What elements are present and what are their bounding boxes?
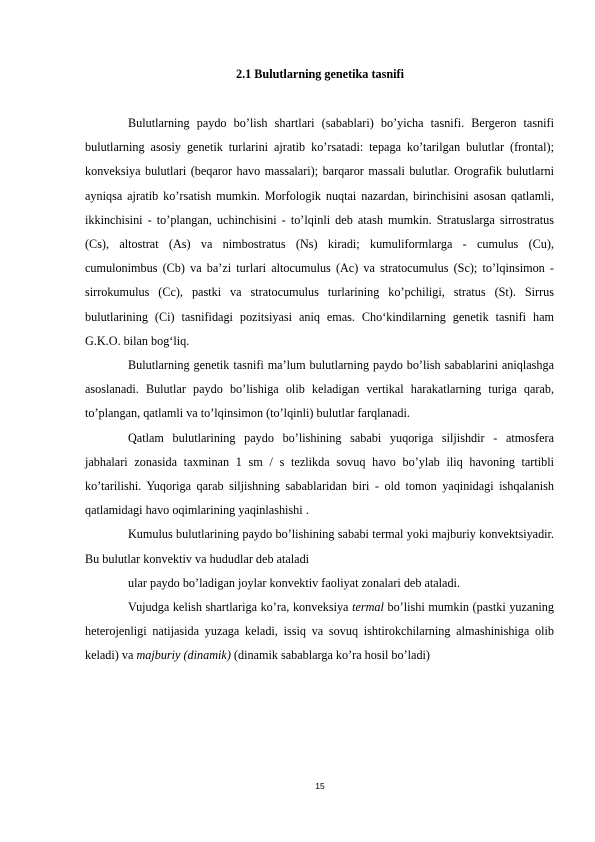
paragraph-4: Kumulus bulutlarining paydo bo’lishining sababi termal yoki majburiy konvektsiyadir. Bu bulutlar konvektiv va hududlar deb ataladi [85, 527, 554, 566]
body-text [85, 111, 554, 668]
section-title: 2.1 Bulutlarning genetika tasnifi [236, 67, 404, 81]
paragraph-2: Bulutlarning genetik tasnifi ma’lum bulutlarning paydo bo’lish sabablarini aniqlashga asoslanadi. Bulutlar paydo bo’lishiga olib keladigan vertikal harakatlarning turiga qarab, to’plangan, qatlamli va to’lqinsimon (to’lqinli) bulutlar farqlanadi. [85, 358, 554, 421]
paragraph-3: Qatlam bulutlarining paydo bo’lishining sababi yuqoriga siljishdir - atmosfera jabhalari zonasida taxminan 1 sm / s tezlikda sovuq havo bo’ylab iliq havoning tartibli ko’tarilishi. Yuqoriga qarab siljishning sabablaridan biri - old tomon yaqinidagi ishqalanish qatlamidagi havo oqimlarining yaqinlashishi . [85, 430, 554, 518]
paragraph-5: ular paydo bo’ladigan joylar konvektiv faoliyat zonalari deb ataladi. [128, 575, 460, 590]
paragraph-1: Bulutlarning paydo bo’lish shartlari (sabablari) bo’yicha tasnifi. Bergeron tasnifi bulutlarning asosiy genetik turlarini ajratib ko’rsatadi: tepaga ko’tarilgan bulutlar (frontal); konveksiya bulutlari (beqaror havo massalari); barqaror massali bulutlar. Orografik bulutlarni ayniqsa ajratib ko’rsatish mumkin. Morfologik nuqtai nazardan, birinchisini asosan qatlamli, ikkinchisini - to’plangan, uchinchisini - to’lqinli deb atash mumkin. Stratuslarga sirrostratus (Cs), altostrat (As) va nimbostratus (Ns) kiradi; kumuliformlarga - cumulus (Cu), cumulonimbus (Cb) va ba’zi turlari altocumulus (Ac) va stratocumulus (Sc); to’lqinsimon - sirrokumulus (Cc), pastki va stratocumulus turlarining ko’pchiligi, stratus (St). Sirrus bulutlarining (Ci) tasnifidagi pozitsiyasi aniq emas. Cho‘kindilarning genetik tasnifi ham G.K.O. bilan bog‘liq. [85, 116, 554, 348]
paragraph-6 [85, 595, 554, 668]
term-termal: termal [352, 600, 384, 615]
paragraph-6-part-a: Vujudga kelish shartlariga ko’ra, konveksiya [128, 600, 353, 615]
page-number: 15 [315, 781, 325, 791]
paragraph-6-part-c: (dinamik sabablarga ko’ra hosil bo’ladi) [230, 648, 430, 663]
term-majburiy-dinamik: majburiy (dinamik) [136, 648, 231, 663]
paragraph-6-part-b: bo’lishi mumkin (pastki yuzaning heterojenligi natijasida yuzaga keladi, issiq va sovuq ishtirokchilarning almashinishiga olib keladi) va [85, 600, 554, 663]
